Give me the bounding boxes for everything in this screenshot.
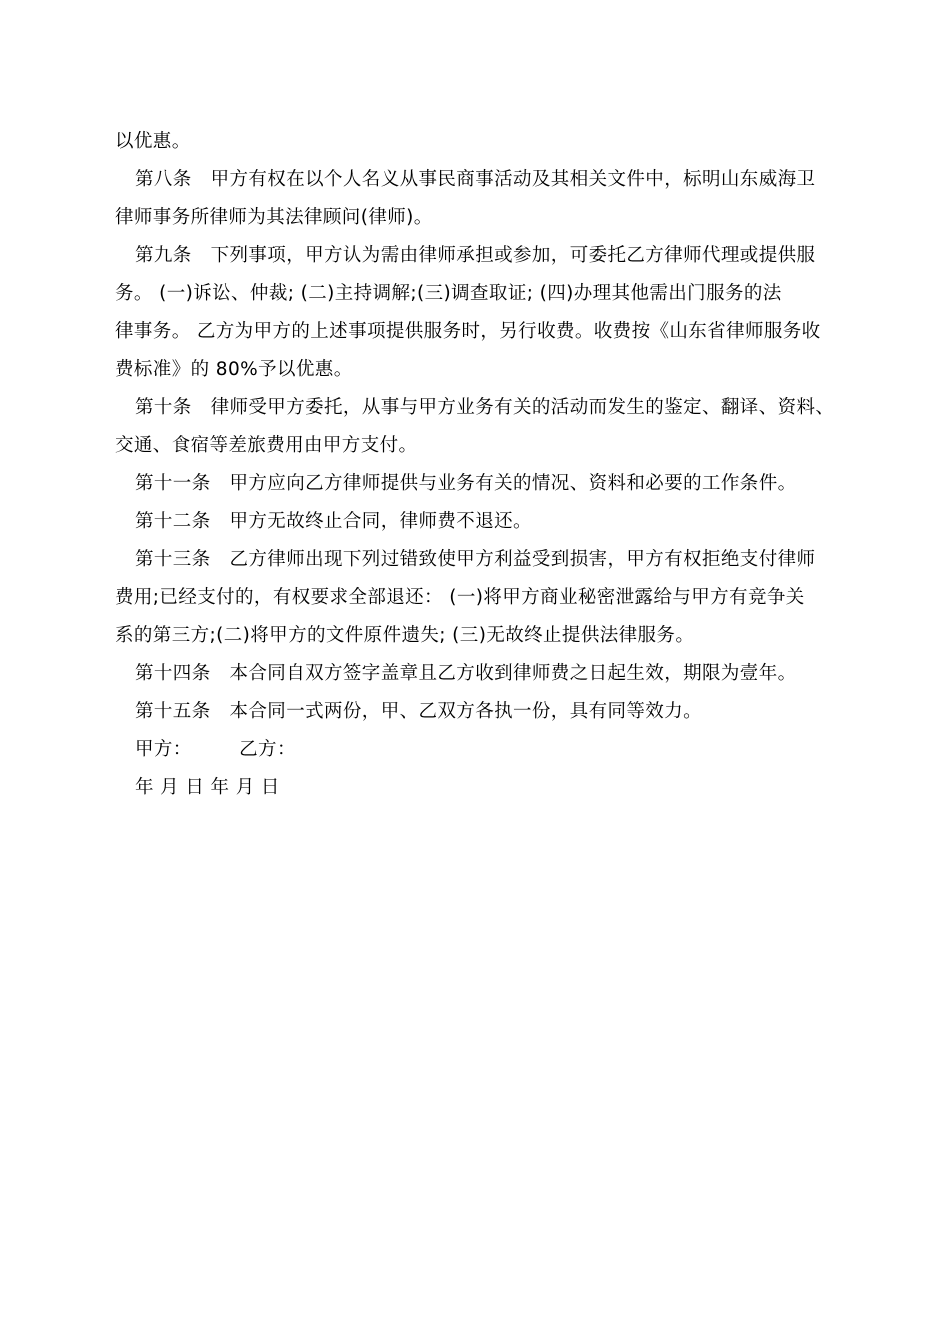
article-9-line-4: 费标准》的 80%予以优惠。 [115, 359, 353, 380]
article-13-line-2: 费用;已经支付的，有权要求全部退还： (一)将甲方商业秘密泄露给与甲方有竞争关 [115, 587, 805, 608]
article-10-line-2: 交通、食宿等差旅费用由甲方支付。 [115, 435, 418, 456]
article-8-line-1: 第八条 甲方有权在以个人名义从事民商事活动及其相关文件中，标明山东威海卫 [135, 169, 816, 190]
text-line-1: 以优惠。 [115, 131, 191, 152]
article-8-line-2: 律师事务所律师为其法律顾问(律师)。 [115, 207, 433, 228]
article-9-line-3: 律事务。 乙方为甲方的上述事项提供服务时，另行收费。收费按《山东省律师服务收 [115, 321, 821, 342]
article-11-line: 第十一条 甲方应向乙方律师提供与业务有关的情况、资料和必要的工作条件。 [135, 473, 797, 494]
article-10-line-1: 第十条 律师受甲方委托，从事与甲方业务有关的活动而发生的鉴定、翻译、资料、 [135, 397, 835, 418]
article-13-line-3: 系的第三方;(二)将甲方的文件原件遗失; (三)无故终止提供法律服务。 [115, 625, 695, 646]
article-12-line: 第十二条 甲方无故终止合同，律师费不退还。 [135, 511, 532, 532]
article-9-line-2: 务。 (一)诉讼、仲裁; (二)主持调解;(三)调查取证; (四)办理其他需出门服务的法 [115, 283, 782, 304]
article-14-line: 第十四条 本合同自双方签字盖章且乙方收到律师费之日起生效，期限为壹年。 [135, 663, 797, 684]
article-9-line-1: 第九条 下列事项，甲方认为需由律师承担或参加，可委托乙方律师代理或提供服 [135, 245, 816, 266]
signature-date-line: 年 月 日 年 月 日 [135, 777, 280, 798]
document-body [115, 123, 840, 807]
signature-parties-line: 甲方： 乙方： [135, 739, 296, 760]
article-15-line: 第十五条 本合同一式两份，甲、乙双方各执一份，具有同等效力。 [135, 701, 703, 722]
article-13-line-1: 第十三条 乙方律师出现下列过错致使甲方利益受到损害，甲方有权拒绝支付律师 [135, 549, 816, 570]
